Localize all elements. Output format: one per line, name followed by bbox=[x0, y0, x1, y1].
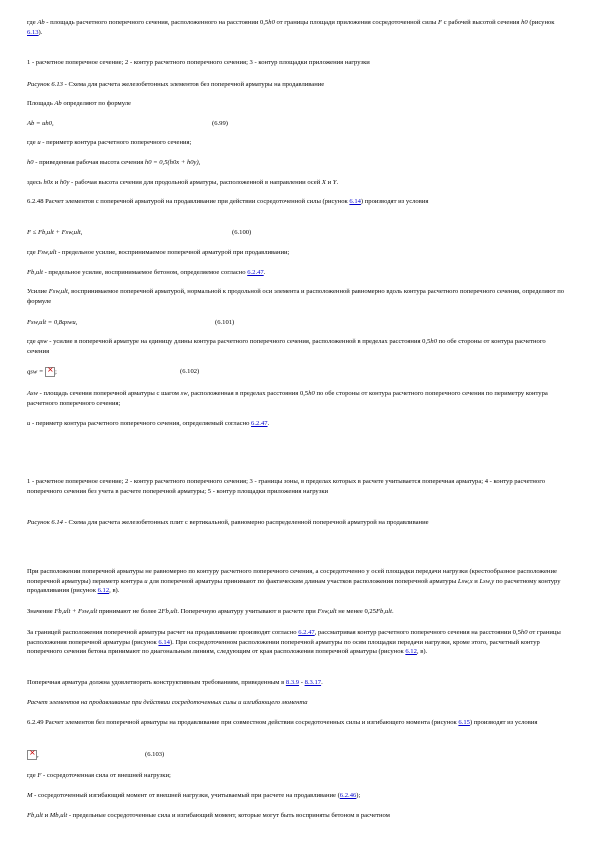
link-clause-6-2-47-second[interactable]: 6.2.47 bbox=[251, 420, 268, 427]
equation-6-103-number: (6.103) bbox=[145, 751, 165, 758]
paragraph-h0x-h0y-definition: здесь h0x и h0y - рабочая высота сечения для продольной арматуры, расположенной в направлении осей X и Y. bbox=[27, 179, 339, 186]
link-figure-6-12-second[interactable]: 6.12 bbox=[405, 648, 417, 656]
clause-6-2-49: 6.2.49 Расчет элементов без поперечной арматуры на продавливание при совместном действии сосредоточенных силы и изгибающего момента (рисунок 6.15) производят из условия bbox=[27, 719, 538, 726]
link-clause-6-2-47[interactable]: 6.2.47 bbox=[247, 269, 264, 276]
link-clause-6-2-46[interactable]: 6.2.46 bbox=[339, 792, 357, 799]
paragraph-ab-definition: где Ab - площадь расчетного поперечного сечения, расположенного на расстоянии 0,5h0 от границы площади приложения сосредоточенной силы F с рабочей высотой сечения h0 (рисунок 6.13). bbox=[27, 19, 555, 36]
link-clause-8-3-17[interactable]: 8.3.17 bbox=[304, 679, 322, 686]
equation-6-99-number: (6.99) bbox=[212, 120, 228, 127]
paragraph-ab-formula-intro: Площадь Ab определяют по формуле bbox=[27, 100, 131, 107]
link-figure-6-15[interactable]: 6.15 bbox=[458, 719, 470, 726]
equation-6-100-number: (6.100) bbox=[232, 229, 252, 236]
figure-6-14-legend: 1 - расчетное поперечное сечение; 2 - контур расчетного поперечного сечения; 3 - границы зоны, в пределах которых в расчете учитывается поперечная арматура; 4 - контур расчетного поперечного сечения без учета в расчете поперечной арматуры; 5 - контур площадки приложения нагрузки bbox=[27, 478, 546, 495]
clause-6-2-48: 6.2.48 Расчет элементов с поперечной арматурой на продавливание при действии сосредоточенной силы (рисунок 6.14) производят из условия bbox=[27, 198, 429, 205]
broken-formula-image-icon-2 bbox=[27, 750, 37, 760]
link-figure-6-14-second[interactable]: 6.14 bbox=[158, 638, 170, 646]
paragraph-u-perimeter-definition: u - периметр контура расчетного поперечного сечения, определяемый согласно 6.2.47. bbox=[27, 420, 270, 427]
link-clause-6-2-47-third[interactable]: 6.2.47 bbox=[298, 629, 315, 636]
paragraph-f-definition: где F - сосредоточенная сила от внешней нагрузки; bbox=[27, 772, 171, 779]
paragraph-m-definition: M - сосредоточенный изгибающий момент от внешней нагрузки, учитываемый при расчете на продавливание (6.2.46); bbox=[27, 792, 361, 799]
paragraph-fb-mb-ult-definition: Fb,ult и Mb,ult - предельные сосредоточенные сила и изгибающий момент, которые могут быть восприняты бетоном в расчетном bbox=[27, 812, 390, 819]
paragraph-cruciform-reinforcement: При расположении поперечной арматуры не равномерно по контуру расчетного поперечного сечения, а сосредоточенно у осей площадки передачи нагрузки (крестообразное расположение поперечной арматуры) периметр контура u для поперечной арматуры принимают по фактическим длинам участков расположения поперечной арматуры Lsw,x и Lsw,y по расчетному контуру продавливания (рисунок 6.12, в). bbox=[27, 568, 561, 595]
broken-formula-image-icon bbox=[45, 367, 55, 377]
equation-6-101: Fsw,ult = 0,8qswu, bbox=[27, 319, 78, 326]
figure-6-14-caption: Рисунок 6.14 - Схема для расчета железобетонных плит с вертикальной, равномерно распределенной поперечной арматурой на продавливание bbox=[27, 519, 429, 526]
paragraph-asw-definition: Asw - площадь сечения поперечной арматуры с шагом sw, расположенная в пределах расстояния 0,5h0 по обе стороны от контура расчетного поперечного сечения по периметру контура расчетного поперечного сечения; bbox=[27, 390, 548, 407]
equation-6-100: F ≤ Fb,ult + Fsw,ult, bbox=[27, 229, 83, 236]
paragraph-fsw-ult-definition: где Fsw,ult - предельное усилие, воспринимаемое поперечной арматурой при продавливании; bbox=[27, 249, 290, 256]
equation-6-101-number: (6.101) bbox=[215, 319, 235, 326]
figure-6-13-caption: Рисунок 6.13 - Схема для расчета железобетонных элементов без поперечной арматуры на продавливание bbox=[27, 81, 325, 88]
paragraph-qsw-definition: где qsw - усилие в поперечной арматуре на единицу длины контура расчетного поперечного сечения, расположенной в пределах расстояния 0,5h0 по обе стороны от контура расчетного сечения bbox=[27, 338, 546, 355]
paragraph-beyond-reinforcement-boundary: За границей расположения поперечной арматуры расчет на продавливание производят согласно 6.2.47, рассматривая контур расчетного поперечного сечения на расстоянии 0,5h0 от границы расположения поперечной арматуры (рисунок 6.14). При сосредоточенном расположении поперечной арматуры по осям площадки передачи нагрузки, кроме этого, расчетный контур поперечного сечения бетона принимают по диагональным линиям, следующим от края расположения поперечной арматуры (рисунок 6.12, в). bbox=[27, 629, 561, 656]
paragraph-constructive-requirements: Поперечная арматура должна удовлетворять конструктивным требованиям, приведенным в 8.3.9 - 8.3.17. bbox=[27, 679, 323, 686]
figure-6-13-legend: 1 - расчетное поперечное сечение; 2 - контур расчетного поперечного сечения; 3 - контур площадки приложения нагрузки bbox=[27, 59, 370, 66]
link-figure-6-12[interactable]: 6.12 bbox=[97, 587, 110, 595]
paragraph-limit-values: Значение Fb,ult + Fsw,ult принимают не более 2Fb,ult. Поперечную арматуру учитывают в расчете при Fsw,ult не менее 0,25Fb,ult. bbox=[27, 608, 394, 615]
paragraph-u-definition: где u - периметр контура расчетного поперечного сечения; bbox=[27, 139, 192, 146]
equation-6-102-number: (6.102) bbox=[180, 368, 200, 375]
subsection-heading: Расчет элементов на продавливание при действии сосредоточенных силы и изгибающего момента bbox=[27, 699, 308, 706]
equation-6-103: ×, bbox=[27, 750, 567, 760]
link-figure-6-13[interactable]: 6.13 bbox=[27, 28, 39, 36]
paragraph-fsw-ult-effort: Усилие Fsw,ult, воспринимаемое поперечной арматурой, нормальной к продольной оси элемента и расположенной равномерно вдоль контура расчетного поперечного сечения, определяют по формуле bbox=[27, 288, 565, 305]
equation-6-99: Ab = uh0, bbox=[27, 120, 54, 127]
link-clause-8-3-9[interactable]: 8.3.9 bbox=[285, 679, 300, 686]
paragraph-h0-definition: h0 - приведенная рабочая высота сечения h0 = 0,5(h0x + h0y), bbox=[27, 159, 201, 166]
link-figure-6-14[interactable]: 6.14 bbox=[349, 198, 361, 205]
equation-6-102: qsw = ×; bbox=[27, 367, 567, 377]
paragraph-fb-ult-definition: Fb,ult - предельное усилие, воспринимаемое бетоном, определяемое согласно 6.2.47. bbox=[27, 269, 266, 276]
